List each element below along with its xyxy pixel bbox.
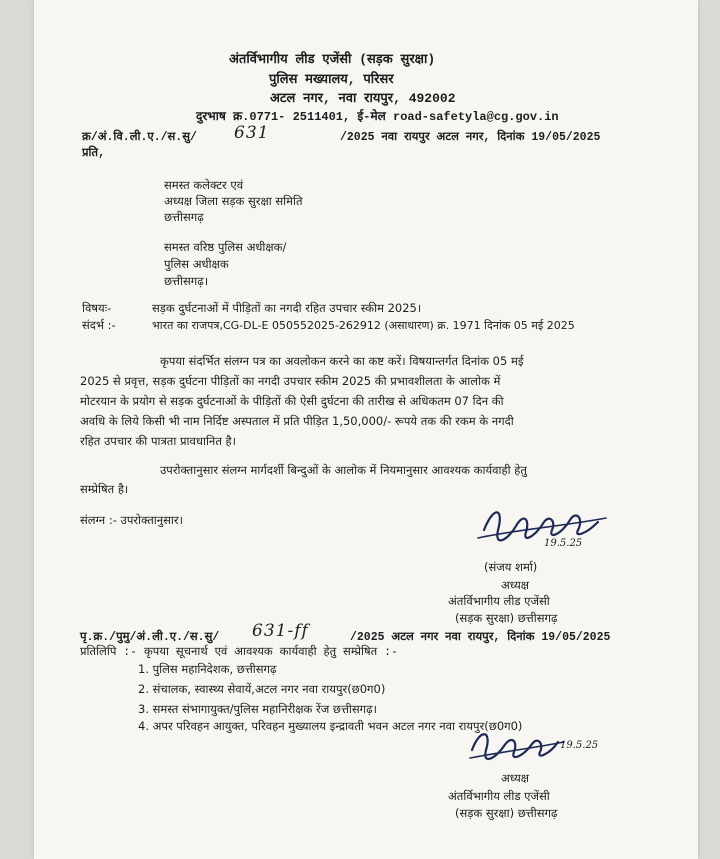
signature-1-title: अध्यक्ष xyxy=(501,578,530,592)
para1-line-1: कृपया संदर्भित संलग्न पत्र का अवलोकन करने का कष्ट करें। विषयान्तर्गत दिनांक 05 मई xyxy=(160,354,524,368)
signature-2-date: 19.5.25 xyxy=(560,740,599,751)
header-line-2: पुलिस मख्यालय, परिसर xyxy=(269,72,394,87)
copy-list-item-4: 4. अपर परिवहन आयुक्त, परिवहन मुख्यालय इन्द्रावती भवन अटल नगर नवा रायपुर(छ0ग0) xyxy=(138,719,523,733)
copy-list-item-1: 1. पुलिस महानिदेशक, छत्तीसगढ़ xyxy=(138,662,277,676)
para1-line-3: मोटरयान के प्रयोग से सड़क दुर्घटनाओं के पीड़ितों की ऐसी दुर्घटना की तारीख से अधिकतम 07 दिन की xyxy=(80,394,504,408)
addressee-2-line-1: समस्त वरिष्ठ पुलिस अधीक्षक/ xyxy=(164,240,287,254)
copy-ref-date: /2025 अटल नगर नवा रायपुर, दिनांक 19/05/2025 xyxy=(350,631,611,644)
signature-2-title: अध्यक्ष xyxy=(501,771,530,785)
signature-1-date: 19.5.25 xyxy=(544,538,583,549)
signature-1-org-2: (सड़क सुरक्षा) छत्तीसगढ़ xyxy=(455,611,558,625)
ref-number-handwritten: 631 xyxy=(234,123,270,143)
reference-text: भारत का राजपत्र,CG-DL-E 050552025-262912 (असाधारण) क्र. 1971 दिनांक 05 मई 2025 xyxy=(152,319,575,332)
header-line-4: दुरभाष क्र.0771- 2511401, ई-मेल road-safetyla@cg.gov.in xyxy=(196,110,559,124)
signature-2-org-1: अंतर्विभागीय लीड एजेंसी xyxy=(448,789,550,803)
addressee-1-line-3: छत्तीसगढ़ xyxy=(164,210,204,224)
header-line-1: अंतर्विभागीय लीड एजेंसी (सड़क सुरक्षा) xyxy=(229,52,436,67)
addressee-2-line-3: छत्तीसगढ़। xyxy=(164,274,209,288)
reference-label: संदर्भ :- xyxy=(82,318,116,332)
copy-ref-prefix: पृ.क्र./पुमु/अं.ली.ए./स.सु/ xyxy=(80,631,220,644)
subject-text: सड़क दुर्घटनाओं में पीड़ितों का नगदी रहित उपचार स्कीम 2025। xyxy=(152,301,422,315)
para2-line-2: सम्प्रेषित है। xyxy=(80,482,129,496)
para2-line-1: उपरोक्तानुसार संलग्न मार्गदर्शी बिन्दुओं के आलोक में नियमानुसार आवश्यक कार्यवाही हेतु xyxy=(160,463,527,477)
signature-1-org-1: अंतर्विभागीय लीड एजेंसी xyxy=(448,594,550,608)
para1-line-2: 2025 से प्रवृत्त, सड़क दुर्घटना पीड़ितों का नगदी उपचार स्कीम 2025 की प्रभावशीलता के आलोक में xyxy=(80,374,501,388)
enclosure-line: संलग्न :- उपरोक्तानुसार। xyxy=(80,513,183,527)
letter-page xyxy=(34,0,698,859)
copy-list-item-2: 2. संचालक, स्वास्थ्य सेवायें,अटल नगर नवा रायपुर(छ0ग0) xyxy=(138,682,386,696)
para1-line-5: रहित उपचार की पात्रता प्रावधानित है। xyxy=(80,434,236,448)
addressee-2-line-2: पुलिस अधीक्षक xyxy=(164,257,229,271)
ref-date: /2025 नवा रायपुर अटल नगर, दिनांक 19/05/2025 xyxy=(340,131,601,144)
signature-1-name: (संजय शर्मा) xyxy=(484,560,538,574)
copy-intro: प्रतिलिपि :- कृपया सूचनार्थ एवं आवश्यक कार्यवाही हेतु सम्प्रेषित :- xyxy=(80,646,398,659)
addressee-1-line-2: अध्यक्ष जिला सड़क सुरक्षा समिति xyxy=(164,194,303,208)
copy-ref-number-handwritten: 631-ff xyxy=(252,621,309,641)
para1-line-4: अवधि के लिये किसी भी नाम निर्दिष्ट अस्पताल में प्रति पीड़ित 1,50,000/- रूपये तक की रकम के नगदी xyxy=(80,414,514,428)
header-line-3: अटल नगर, नवा रायपुर, 492002 xyxy=(270,91,456,106)
subject-label: विषयः- xyxy=(82,301,112,315)
prati-label: प्रति, xyxy=(82,147,105,160)
signature-2-org-2: (सड़क सुरक्षा) छत्तीसगढ़ xyxy=(455,806,558,820)
ref-prefix: क्र/अं.वि.ली.ए./स.सु/ xyxy=(82,131,197,144)
addressee-1-line-1: समस्त कलेक्टर एवं xyxy=(164,178,244,192)
copy-list-item-3: 3. समस्त संभागायुक्त/पुलिस महानिरीक्षक रेंज छत्तीसगढ़। xyxy=(138,702,377,716)
